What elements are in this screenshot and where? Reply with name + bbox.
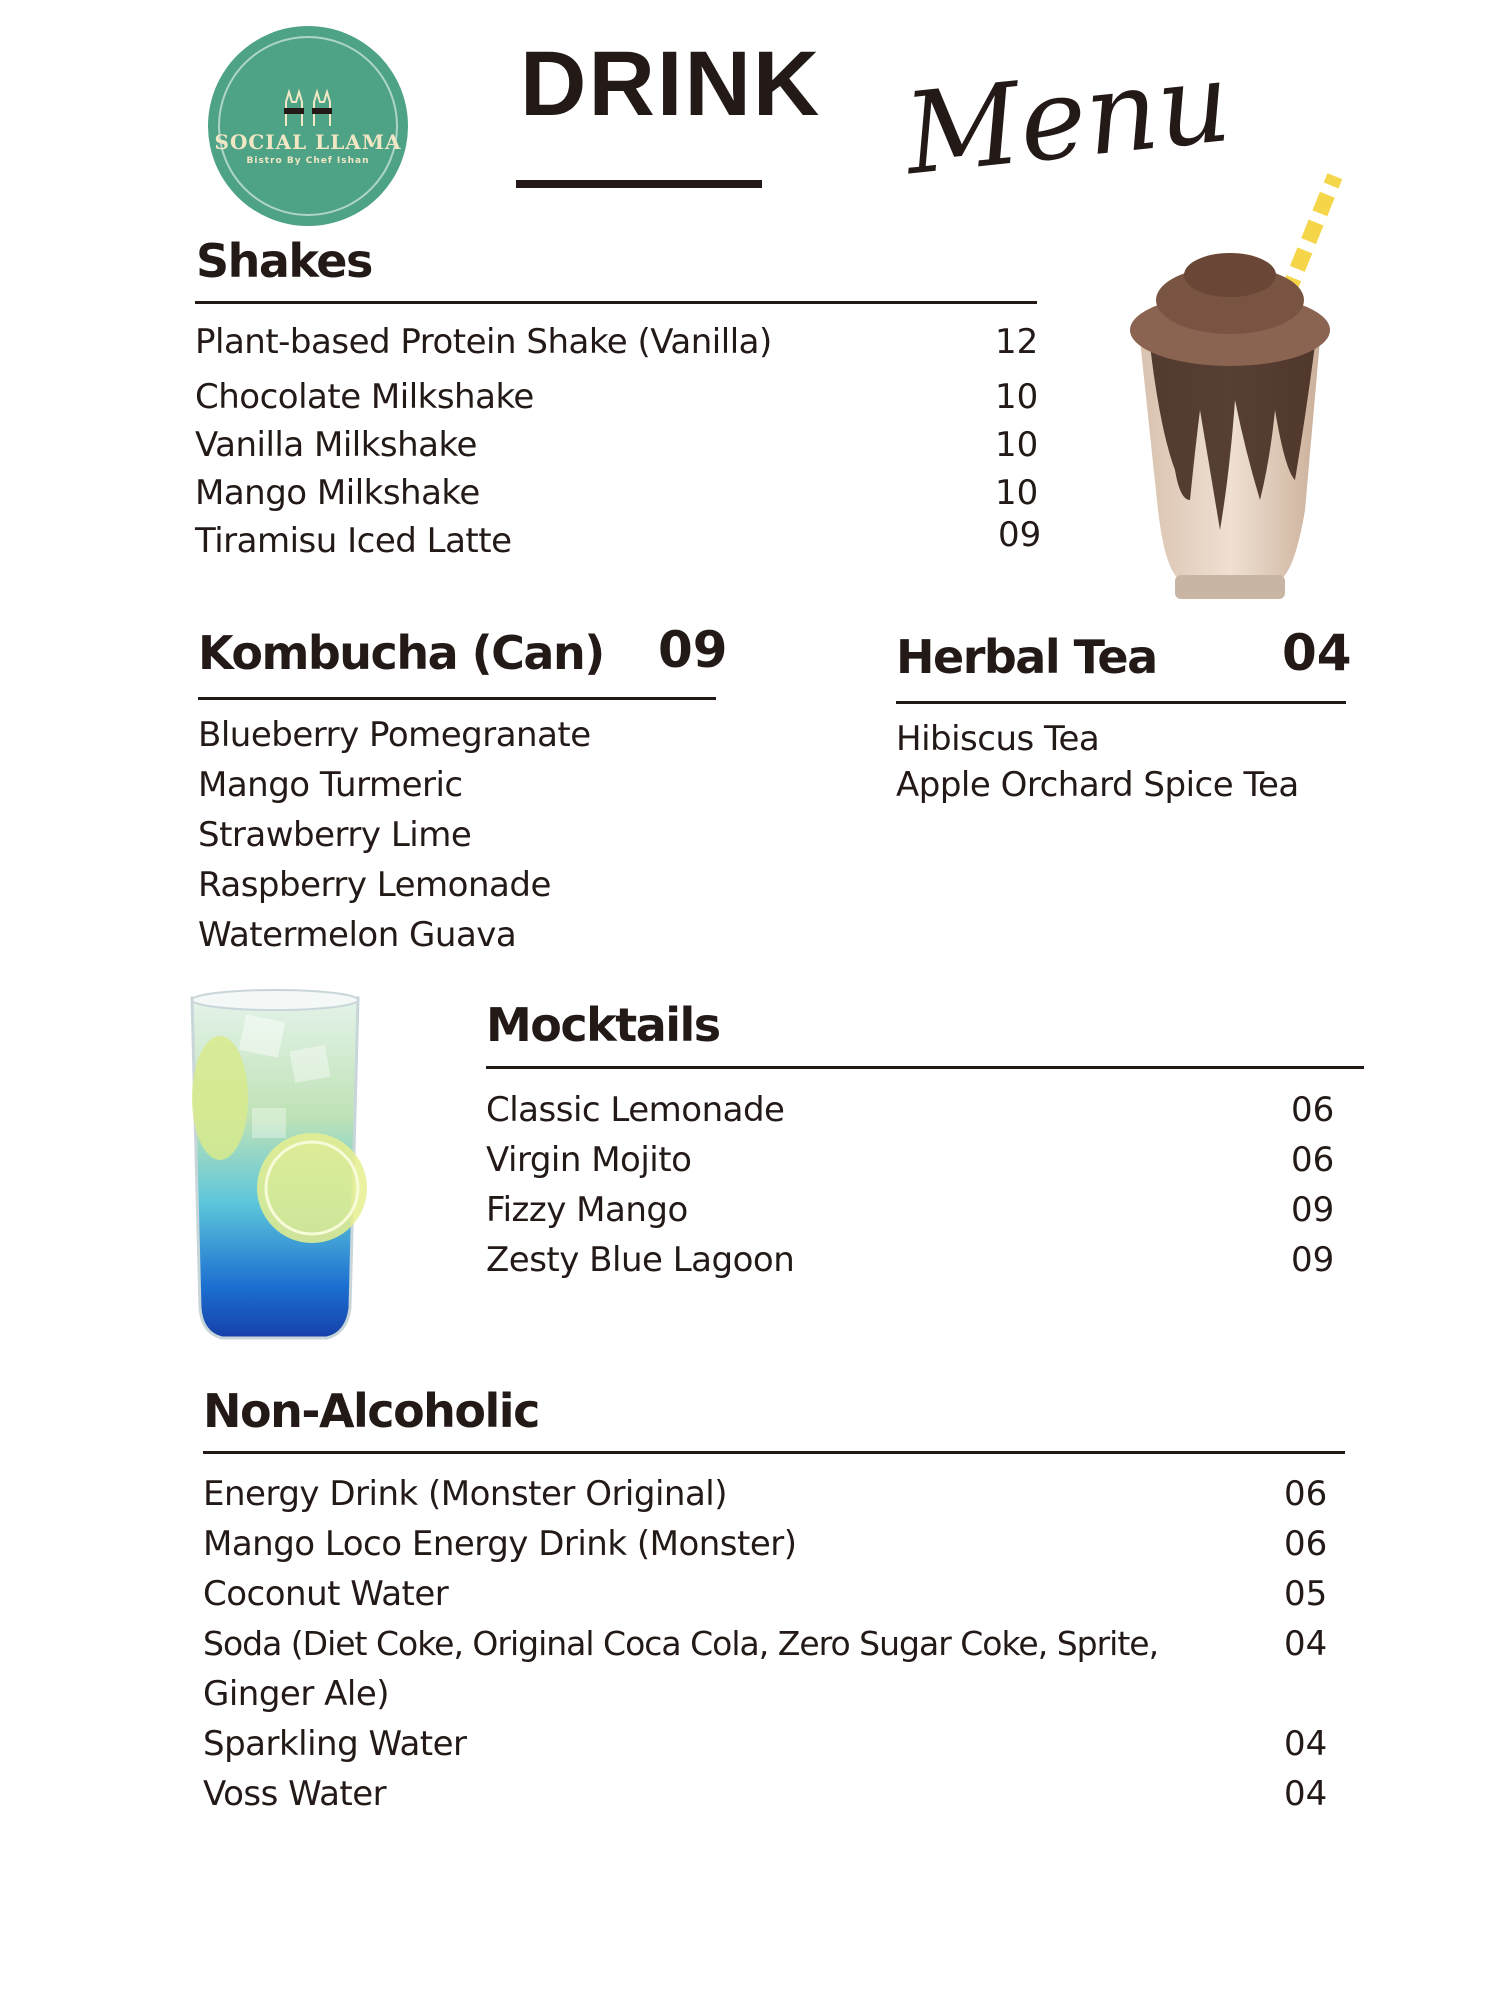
- logo-name: SOCIAL LLAMA: [214, 130, 402, 154]
- section-title-kombucha: Kombucha (Can): [198, 626, 604, 680]
- non-alcoholic-item-price: 06: [1284, 1524, 1328, 1564]
- mocktails-item-price: 06: [1291, 1090, 1335, 1130]
- non-alcoholic-item-name: Mango Loco Energy Drink (Monster): [203, 1524, 797, 1564]
- shakes-item-price: 10: [995, 473, 1039, 513]
- shakes-item-price: 09: [998, 515, 1042, 555]
- page-title: DRINK: [520, 38, 822, 126]
- mocktails-item-price: 09: [1291, 1240, 1335, 1280]
- herbal-tea-item: Apple Orchard Spice Tea: [896, 765, 1299, 805]
- non-alcoholic-item-name: Energy Drink (Monster Original): [203, 1474, 728, 1514]
- mocktails-divider: [486, 1066, 1364, 1069]
- kombucha-price: 09: [658, 621, 728, 679]
- section-title-mocktails: Mocktails: [486, 998, 720, 1052]
- shakes-item-name: Chocolate Milkshake: [195, 377, 534, 417]
- mocktails-item-price: 06: [1291, 1140, 1335, 1180]
- non-alcoholic-item-name: Voss Water: [203, 1774, 387, 1814]
- shakes-divider: [195, 301, 1037, 304]
- shakes-item-name: Plant-based Protein Shake (Vanilla): [195, 322, 772, 362]
- section-title-herbal-tea: Herbal Tea: [896, 630, 1157, 684]
- kombucha-item: Blueberry Pomegranate: [198, 715, 591, 755]
- shakes-item-name: Tiramisu Iced Latte: [195, 521, 512, 561]
- llama-icon: [280, 88, 336, 128]
- mocktails-item-name: Zesty Blue Lagoon: [486, 1240, 795, 1280]
- shakes-item-name: Mango Milkshake: [195, 473, 480, 513]
- shakes-item-price: 10: [995, 377, 1039, 417]
- mocktails-item-name: Classic Lemonade: [486, 1090, 785, 1130]
- kombucha-item: Mango Turmeric: [198, 765, 463, 805]
- shakes-item-price: 12: [995, 322, 1039, 362]
- brand-logo: [208, 26, 408, 226]
- non-alcoholic-item-name: Soda (Diet Coke, Original Coca Cola, Zero Sugar Coke, Sprite,: [203, 1624, 1159, 1663]
- mocktail-image: [182, 988, 368, 1350]
- section-title-shakes: Shakes: [196, 234, 372, 288]
- mocktails-item-price: 09: [1291, 1190, 1335, 1230]
- herbal-tea-price: 04: [1282, 624, 1352, 682]
- logo-tagline: Bistro By Chef Ishan: [246, 156, 370, 166]
- kombucha-item: Raspberry Lemonade: [198, 865, 551, 905]
- herbal-tea-divider: [896, 701, 1346, 704]
- non-alcoholic-item-name: Sparkling Water: [203, 1724, 467, 1764]
- section-title-non-alcoholic: Non-Alcoholic: [203, 1384, 539, 1438]
- shakes-item-price: 10: [995, 425, 1039, 465]
- non-alcoholic-item-name: Ginger Ale): [203, 1674, 390, 1714]
- non-alcoholic-item-price: 06: [1284, 1474, 1328, 1514]
- script-title: Menu: [899, 37, 1237, 201]
- non-alcoholic-divider: [203, 1451, 1345, 1454]
- mocktails-item-name: Fizzy Mango: [486, 1190, 688, 1230]
- kombucha-divider: [198, 697, 716, 700]
- mocktails-item-name: Virgin Mojito: [486, 1140, 692, 1180]
- non-alcoholic-item-price: 05: [1284, 1574, 1328, 1614]
- non-alcoholic-item-price: 04: [1284, 1624, 1328, 1664]
- non-alcoholic-item-price: 04: [1284, 1774, 1328, 1814]
- non-alcoholic-item-price: 04: [1284, 1724, 1328, 1764]
- milkshake-image: [1120, 170, 1380, 610]
- kombucha-item: Watermelon Guava: [198, 915, 517, 955]
- herbal-tea-item: Hibiscus Tea: [896, 719, 1100, 759]
- title-underline: [516, 180, 762, 188]
- shakes-item-name: Vanilla Milkshake: [195, 425, 477, 465]
- kombucha-item: Strawberry Lime: [198, 815, 472, 855]
- non-alcoholic-item-name: Coconut Water: [203, 1574, 449, 1614]
